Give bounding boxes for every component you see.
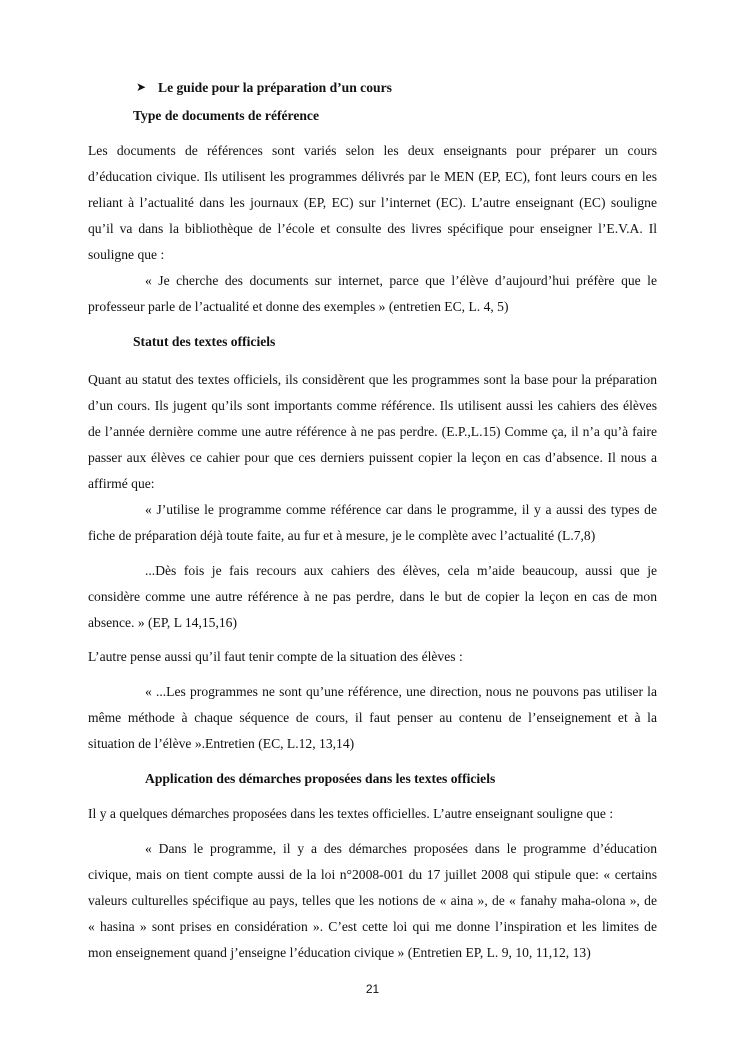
text-line: absence. » (EP, L 14,15,16) bbox=[88, 615, 237, 630]
paragraph bbox=[88, 367, 657, 497]
text-line: « hasina » sont prises en considération ». C’est cette loi qui me donne l’inspiration et les limites de bbox=[88, 919, 657, 934]
text-line: Quant au statut des textes officiels, ils considèrent que les programmes sont la base pour la préparation bbox=[88, 372, 657, 387]
text-line: mon enseignement quand j’enseigne l’éducation civique » (Entretien EP, L. 9, 10, 11,12, 13) bbox=[88, 945, 591, 960]
text-line: d’éducation civique. Ils utilisent les programmes délivrés par le MEN (EP, EC), font leurs cours en les bbox=[88, 169, 657, 184]
text-line: affirmé que: bbox=[88, 476, 155, 491]
text-line: « J’utilise le programme comme référence car dans le programme, il y a aussi des types de bbox=[145, 502, 657, 517]
text-line: « Je cherche des documents sur internet, parce que l’élève d’aujourd’hui préfère que le bbox=[145, 273, 657, 288]
text-line: souligne que : bbox=[88, 247, 165, 262]
text-line: qu’il va dans la bibliothèque de l’école et consulte des livres spécifique pour enseigner l’E.V.A. Il bbox=[88, 221, 657, 236]
text-line: « Dans le programme, il y a des démarches proposées dans le programme d’éducation bbox=[145, 841, 657, 856]
text-line: considère comme une autre référence à ne pas perdre, dans le but de copier la leçon en cas de mon bbox=[88, 589, 657, 604]
text-line: professeur parle de l’actualité et donne des exemples » (entretien EC, L. 4, 5) bbox=[88, 299, 509, 314]
arrow-bullet-icon: ➤ bbox=[136, 80, 147, 94]
quote bbox=[88, 558, 657, 636]
text-line: d’un cours. Ils jugent qu’ils sont importants comme référence. Ils utilisent aussi les cahiers des élèves bbox=[88, 398, 657, 413]
text-line: situation de l’élève ».Entretien (EC, L.12, 13,14) bbox=[88, 736, 355, 751]
text-line: Les documents de références sont variés selon les deux enseignants pour préparer un cours bbox=[88, 143, 657, 158]
text-line: passer aux élèves ce cahier pour que ces derniers puissent copier la leçon en cas d’absence. Il nous a bbox=[88, 450, 657, 465]
text-line: reliant à l’actualité dans les journaux (EP, EC) sur l’internet (EC). L’autre enseignant (EC) souligne bbox=[88, 195, 657, 210]
quote bbox=[88, 679, 657, 757]
paragraph bbox=[88, 801, 657, 827]
subheading-statut: Statut des textes officiels bbox=[133, 334, 276, 349]
page-number: 21 bbox=[365, 982, 380, 996]
paragraph bbox=[88, 644, 657, 670]
quote bbox=[88, 268, 657, 320]
quote bbox=[88, 497, 657, 549]
quote bbox=[88, 836, 657, 966]
text-line: L’autre pense aussi qu’il faut tenir compte de la situation des élèves : bbox=[88, 649, 463, 664]
text-line: ...Dès fois je fais recours aux cahiers des élèves, cela m’aide beaucoup, aussi que je bbox=[145, 563, 657, 578]
text-line: Il y a quelques démarches proposées dans les textes officielles. L’autre enseignant souligne que : bbox=[88, 806, 614, 821]
section-heading-guide: Le guide pour la préparation d’un cours bbox=[158, 80, 392, 95]
subheading-application: Application des démarches proposées dans les textes officiels bbox=[145, 771, 496, 786]
text-line: même méthode à chaque séquence de cours, il faut penser au contenu de l’enseignement et à la bbox=[88, 710, 657, 725]
paragraph bbox=[88, 138, 657, 268]
text-line: fiche de préparation déjà toute faite, au fur et à mesure, je le complète avec l’actualité (L.7,8) bbox=[88, 528, 596, 543]
text-line: civique, mais on tient compte aussi de la loi n°2008-001 du 17 juillet 2008 qui stipule que: « certains bbox=[88, 867, 657, 882]
text-line: valeurs culturelles spécifique au pays, telles que les notions de « aina », de « fanahy maha-olona », de bbox=[88, 893, 657, 908]
text-line: de l’année dernière comme une autre référence à ne pas perdre. (E.P.,L.15) Comme ça, il n’a qu’à faire bbox=[88, 424, 657, 439]
text-line: « ...Les programmes ne sont qu’une référence, une direction, nous ne pouvons pas utiliser la bbox=[145, 684, 657, 699]
subheading-type-docs: Type de documents de référence bbox=[133, 108, 319, 123]
